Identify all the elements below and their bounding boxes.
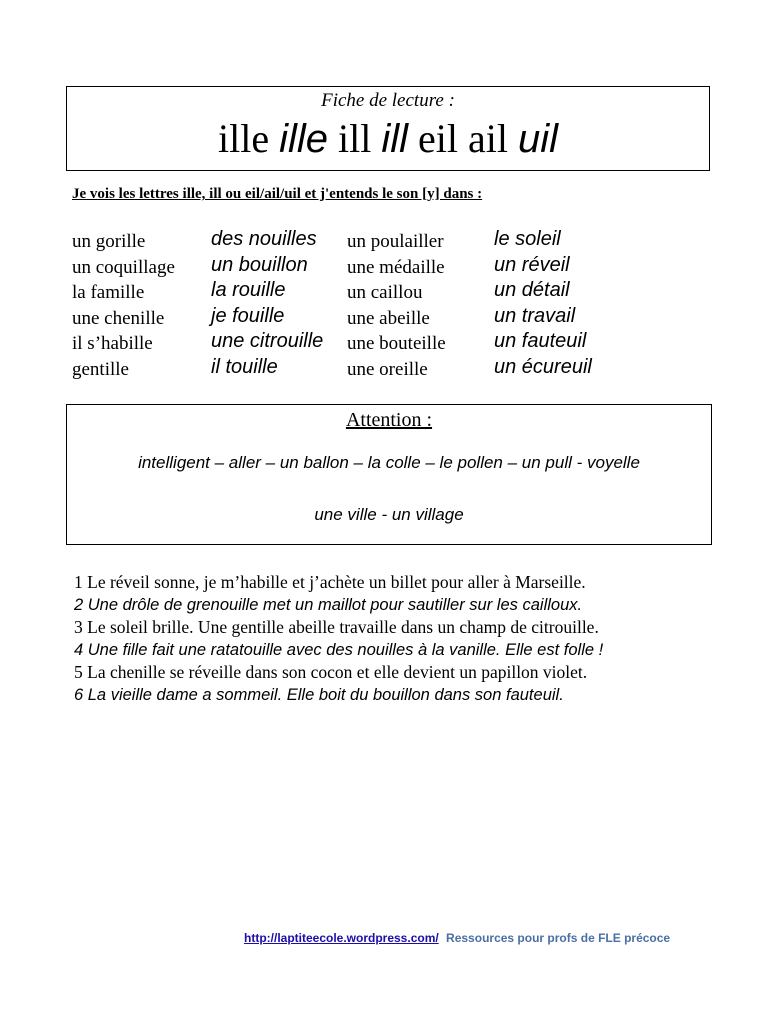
word: un caillou — [347, 282, 423, 303]
word: un bouillon — [211, 253, 308, 276]
word: un gorille — [72, 231, 146, 252]
word: un coquillage — [72, 256, 175, 278]
word: un détail — [494, 279, 570, 301]
word: une chenille — [72, 307, 165, 329]
word: je fouille — [211, 304, 285, 327]
sound-3: ill — [381, 117, 408, 161]
word: un écureuil — [494, 355, 592, 378]
word: une bouteille — [347, 333, 446, 354]
sentence: 4 Une fille fait une ratatouille avec des nouilles à la vanille. Elle est folle ! — [74, 640, 604, 659]
word: une citrouille — [211, 330, 324, 352]
word: il touille — [211, 355, 278, 378]
sound-6: uil — [517, 117, 558, 161]
sentence: 5 La chenille se réveille dans son cocon et elle devient un papillon violet. — [74, 662, 588, 682]
word: une médaille — [347, 256, 445, 278]
footer-text: Ressources pour profs de FLE précoce — [446, 931, 671, 945]
page-subtitle: Fiche de lecture : — [321, 90, 455, 111]
word: un poulailler — [347, 231, 444, 252]
word: un fauteuil — [494, 330, 587, 352]
sentence-list — [74, 571, 603, 706]
word: des nouilles — [211, 228, 317, 250]
sound-2: ill — [337, 116, 372, 161]
footer — [244, 931, 670, 945]
word: la rouille — [211, 279, 286, 301]
sound-5: ail — [467, 116, 508, 161]
word: un travail — [494, 304, 576, 327]
word: gentille — [72, 358, 129, 380]
word: une abeille — [347, 307, 430, 329]
page-title — [67, 117, 709, 161]
attention-box — [66, 404, 712, 545]
sentence: 2 Une drôle de grenouille met un maillot pour sautiller sur les cailloux. — [74, 595, 583, 614]
sound-1: ille — [279, 117, 328, 161]
attention-line: intelligent – aller – un ballon – la colle – le pollen – un pull - voyelle — [138, 453, 640, 472]
word: le soleil — [494, 228, 561, 250]
title-box — [66, 86, 710, 171]
footer-link[interactable]: http://laptiteecole.wordpress.com/ — [244, 931, 439, 945]
sentence: 1 Le réveil sonne, je m’habille et j’achète un billet pour aller à Marseille. — [74, 572, 586, 592]
word: une oreille — [347, 358, 428, 380]
word: il s’habille — [72, 333, 153, 354]
sound-4: eil — [418, 116, 458, 161]
sound-0: ille — [217, 116, 270, 161]
word: la famille — [72, 282, 145, 303]
instruction: Je vois les lettres ille, ill ou eil/ail/uil et j'entends le son [y] dans : — [72, 186, 483, 202]
attention-line: une ville - un village — [314, 505, 464, 524]
word: un réveil — [494, 253, 570, 276]
sentence: 3 Le soleil brille. Une gentille abeille travaille dans un champ de citrouille. — [74, 617, 599, 637]
attention-title: Attention : — [345, 409, 433, 431]
sentence: 6 La vieille dame a sommeil. Elle boit du bouillon dans son fauteuil. — [74, 685, 564, 704]
